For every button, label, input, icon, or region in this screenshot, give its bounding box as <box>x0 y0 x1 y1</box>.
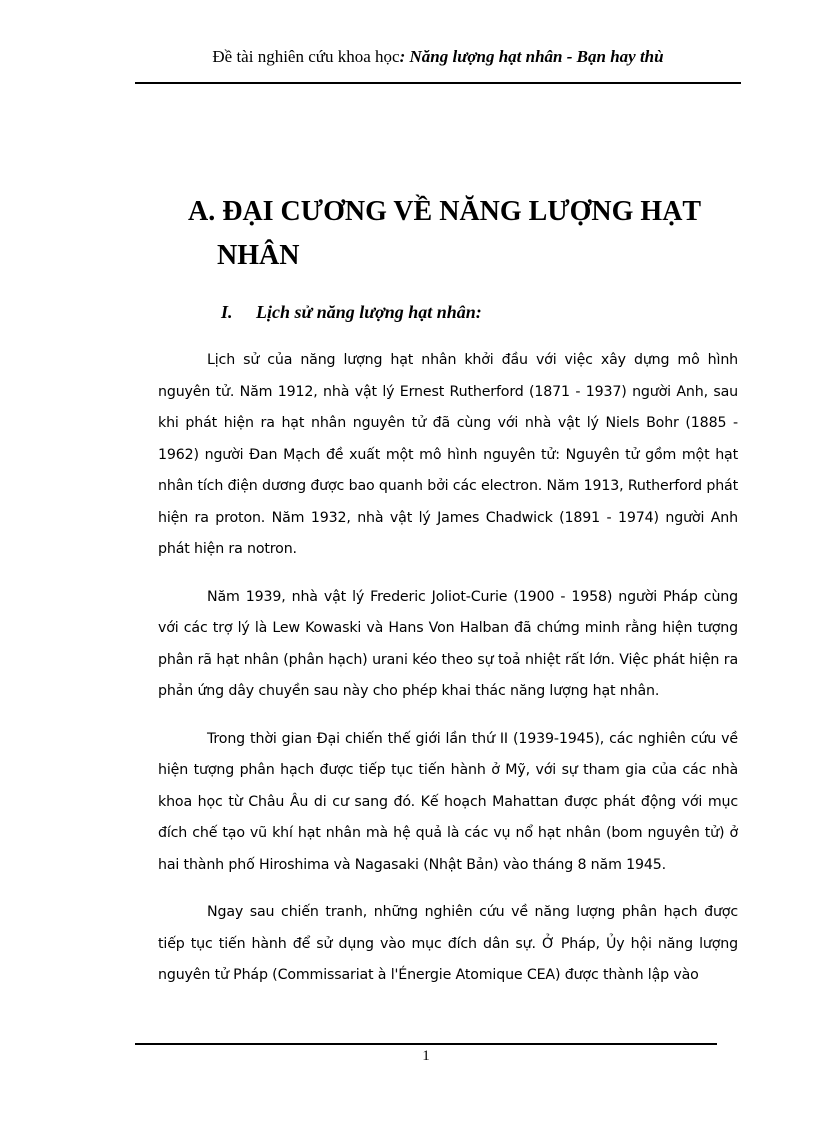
page-header <box>135 42 741 84</box>
section-number: I. <box>221 302 233 322</box>
paragraph: Lịch sử của năng lượng hạt nhân khởi đầu với việc xây dựng mô hình nguyên tử. Năm 1912, nhà vật lý Ernest Rutherford (1871 - 1937) người Anh, sau khi phát hiện ra hạt nhân nguyên tử đã cùng với nhà vật lý Niels Bohr (1885 - 1962) người Đan Mạch đề xuất một mô hình nguyên tử: Nguyên tử gồm một hạt nhân tích điện dương được bao quanh bởi các electron. Năm 1913, Rutherford phát hiện ra proton. Năm 1932, nhà vật lý James Chadwick (1891 - 1974) người Anh phát hiện ra notron. <box>158 352 738 557</box>
paragraph: Năm 1939, nhà vật lý Frederic Joliot-Curie (1900 - 1958) người Pháp cùng với các trợ lý là Lew Kowaski và Hans Von Halban đã chứng minh rằng hiện tượng phân rã hạt nhân (phân hạch) urani kéo theo sự toả nhiệt rất lớn. Việc phát hiện ra phản ứng dây chuyền sau này cho phép khai thác năng lượng hạt nhân. <box>158 588 738 699</box>
section-title: Lịch sử năng lượng hạt nhân: <box>256 302 482 322</box>
body-text <box>158 345 738 1008</box>
chapter-title-line2: NHÂN <box>217 240 300 271</box>
paragraph: Trong thời gian Đại chiến thế giới lần thứ II (1939-1945), các nghiên cứu về hiện tượng phân hạch được tiếp tục tiến hành ở Mỹ, với sự tham gia của các nhà khoa học từ Châu Âu di cư sang đó. Kế hoạch Mahattan được phát động với mục đích chế tạo vũ khí hạt nhân mà hệ quả là các vụ nổ hạt nhân (bom nguyên tử) ở hai thành phố Hiroshima và Nagasaki (Nhật Bản) vào tháng 8 năm 1945. <box>158 730 738 873</box>
chapter-title <box>188 190 728 278</box>
page-footer <box>135 1043 717 1065</box>
header-topic: : Năng lượng hạt nhân - Bạn hay thù <box>399 47 664 66</box>
header-prefix: Đề tài nghiên cứu khoa học <box>212 47 400 66</box>
chapter-title-line1: A. ĐẠI CƯƠNG VỀ NĂNG LƯỢNG HẠT <box>188 196 702 227</box>
page-number: 1 <box>422 1048 430 1064</box>
section-heading <box>221 298 482 326</box>
paragraph: Ngay sau chiến tranh, những nghiên cứu về năng lượng phân hạch được tiếp tục tiến hành để sử dụng vào mục đích dân sự. Ở Pháp, Ủy hội năng lượng nguyên tử Pháp (Commissariat à l'Énergie Atomique CEA) được thành lập vào <box>158 904 738 983</box>
